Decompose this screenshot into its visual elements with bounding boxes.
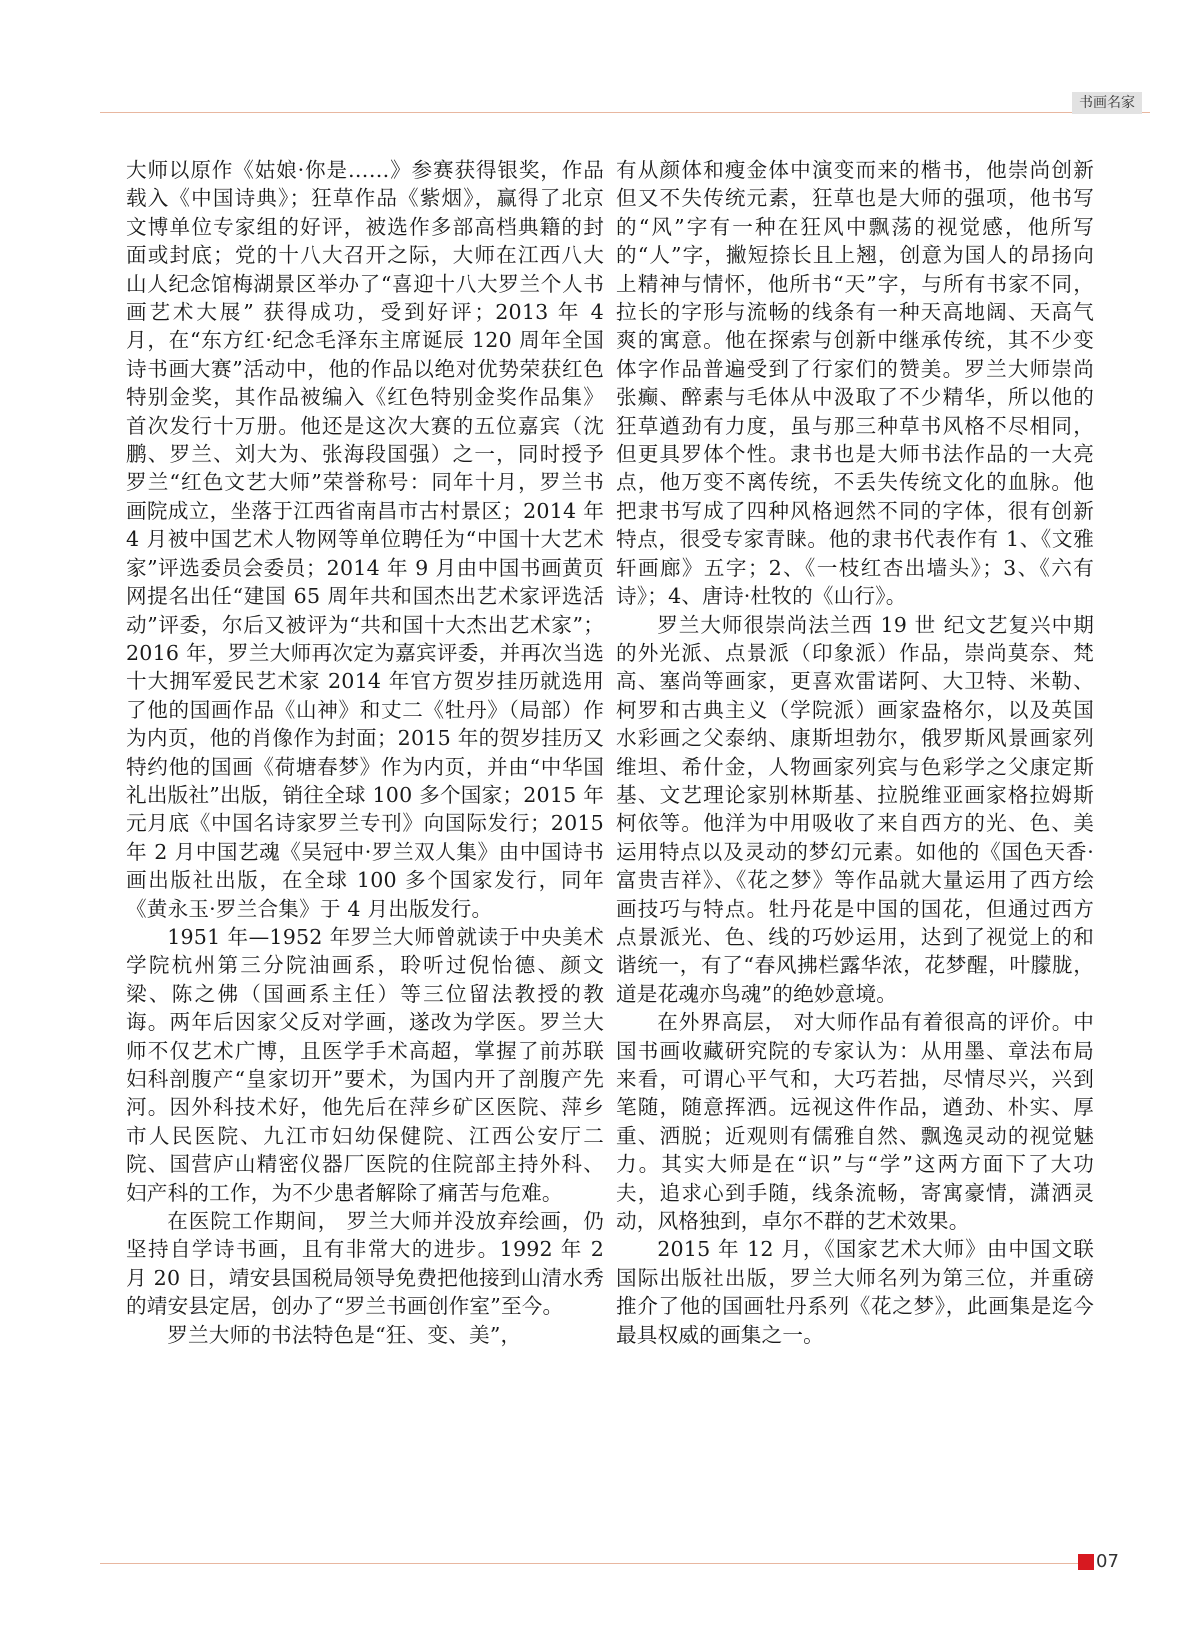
paragraph: 罗兰大师很崇尚法兰西 19 世 纪文艺复兴中期的外光派、点景派（印象派）作品，崇尚莫奈、梵高、塞尚等画家，更喜欢雷诺阿、大卫特、米勒、柯罗和古典主义（学院派）画家盎格尔，以及英国水彩画之父泰纳、康斯坦勃尔，俄罗斯风景画家列维坦、希什金，人物画家列宾与色彩学之父康定斯基、文艺理论家别林斯基、拉脱维亚画家格拉姆斯柯依等。他洋为中用吸收了来自西方的光、色、美运用特点以及灵动的梦幻元素。如他的《国色天香·富贵吉祥》、《花之梦》等作品就大量运用了西方绘画技巧与特点。牡丹花是中国的国花，但通过西方点景派光、色、线的巧妙运用，达到了视觉上的和谐统一，有了“春风拂栏露华浓，花梦醒，叶朦胧，道是花魂亦鸟魂”的绝妙意境。 xyxy=(616,612,1094,1006)
page-number xyxy=(1078,1552,1119,1572)
section-label: 书画名家 xyxy=(1072,92,1142,114)
paragraph: 2015 年 12 月，《国家艺术大师》由中国文联国际出版社出版，罗兰大师名列为第三位，并重磅推介了他的国画牡丹系列《花之梦》，此画集是迄今最具权威的画集之一。 xyxy=(616,1237,1094,1347)
header-divider xyxy=(100,112,1150,113)
paragraph: 罗兰大师的书法特色是“狂、变、美”， xyxy=(167,1322,522,1347)
paragraph: 在外界高层， 对大师作品有着很高的评价。中国书画收藏研究院的专家认为：从用墨、章法布局来看，可谓心平气和，大巧若拙，尽情尽兴，兴到笔随，随意挥洒。远视这件作品，遒劲、朴实、厚重、洒脱；近观则有儒雅自然、飘逸灵动的视觉魅力。其实大师是在“识”与“学”这两方面下了大功夫，追求心到手随，线条流畅，寄寓豪情，潇洒灵动，风格独到，卓尔不群的艺术效果。 xyxy=(616,1010,1094,1234)
right-column xyxy=(616,156,1094,1349)
page-number-text: 07 xyxy=(1096,1551,1119,1572)
paragraph: 有从颜体和瘦金体中演变而来的楷书，他崇尚创新但又不失传统元素，狂草也是大师的强项，他书写的“风”字有一种在狂风中飘荡的视觉感，他所写的“人”字，撇短捺长且上翘，创意为国人的昂扬向上精神与情怀，他所书“天”字，与所有书家不同，拉长的字形与流畅的线条有一种天高地阔、天高气爽的寓意。他在探索与创新中继承传统，其不少变体字作品普遍受到了行家们的赞美。罗兰大师崇尚张癫、醉素与毛体从中汲取了不少精华，所以他的狂草遒劲有力度，虽与那三种草书风格不尽相同，但更具罗体个性。隶书也是大师书法作品的一大亮点，他万变不离传统，不丢失传统文化的血脉。他把隶书写成了四种风格迥然不同的字体，很有创新特点，很受专家青睐。他的隶书代表作有 1、《文雅轩画廊》五字；2、《一枝红杏出墙头》；3、《六有诗》；4、唐诗·杜牧的《山行》。 xyxy=(616,158,1094,609)
paragraph: 1951 年—1952 年罗兰大师曾就读于中央美术学院杭州第三分院油画系，聆听过倪怡德、颜文梁、陈之佛（国画系主任）等三位留法教授的教诲。两年后因家父反对学画，遂改为学医。罗兰大师不仅艺术广博，且医学手术高超，掌握了前苏联妇科剖腹产“皇家切开”要术，为国内开了剖腹产先河。因外科技术好，他先后在萍乡矿区医院、萍乡市人民医院、九江市妇幼保健院、江西公安厅二院、国营庐山精密仪器厂医院的住院部主持外科、妇产科的工作，为不少患者解除了痛苦与危难。 xyxy=(126,924,604,1205)
paragraph: 在医院工作期间， 罗兰大师并没放弃绘画，仍坚持自学诗书画，且有非常大的进步。1992 年 2 月 20 日，靖安县国税局领导免费把他接到山清水秀的靖安县定居，创办了“罗兰书画创作室”至今。 xyxy=(126,1209,604,1319)
page-marker-icon xyxy=(1078,1554,1094,1570)
paragraph: 大师以原作《姑娘·你是……》参赛获得银奖，作品载入《中国诗典》；狂草作品《紫烟》，赢得了北京文博单位专家组的好评，被选作多部高档典籍的封面或封底；党的十八大召开之际，大师在江西八大山人纪念馆梅湖景区举办了“喜迎十八大罗兰个人书画艺术大展” 获得成功，受到好评；2013 年 4 月，在“东方红·纪念毛泽东主席诞辰 120 周年全国诗书画大赛”活动中，他的作品以绝对优势荣获红色特别金奖，其作品被编入《红色特别金奖作品集》首次发行十万册。他还是这次大赛的五位嘉宾（沈鹏、罗兰、刘大为、张海段国强）之一，同时授予罗兰“红色文艺大师”荣誉称号：同年十月，罗兰书画院成立，坐落于江西省南昌市古村景区；2014 年 4 月被中国艺术人物网等单位聘任为“中国十大艺术家”评选委员会委员；2014 年 9 月由中国书画黄页网提名出任“建国 65 周年共和国杰出艺术家评选活动”评委，尔后又被评为“共和国十大杰出艺术家”；2016 年，罗兰大师再次定为嘉宾评委，并再次当选十大拥军爱民艺术家 2014 年官方贺岁挂历就选用了他的国画作品《山神》和丈二《牡丹》（局部）作为内页，他的肖像作为封面；2015 年的贺岁挂历又特约他的国画《荷塘春梦》作为内页，并由“中华国礼出版社”出版，销往全球 100 多个国家；2015 年元月底《中国名诗家罗兰专刊》向国际发行；2015 年 2 月中国艺魂《吴冠中·罗兰双人集》由中国诗书画出版社出版，在全球 100 多个国家发行，同年《黄永玉·罗兰合集》于 4 月出版发行。 xyxy=(126,158,604,921)
footer-divider xyxy=(100,1563,1080,1564)
left-column xyxy=(126,156,604,1349)
